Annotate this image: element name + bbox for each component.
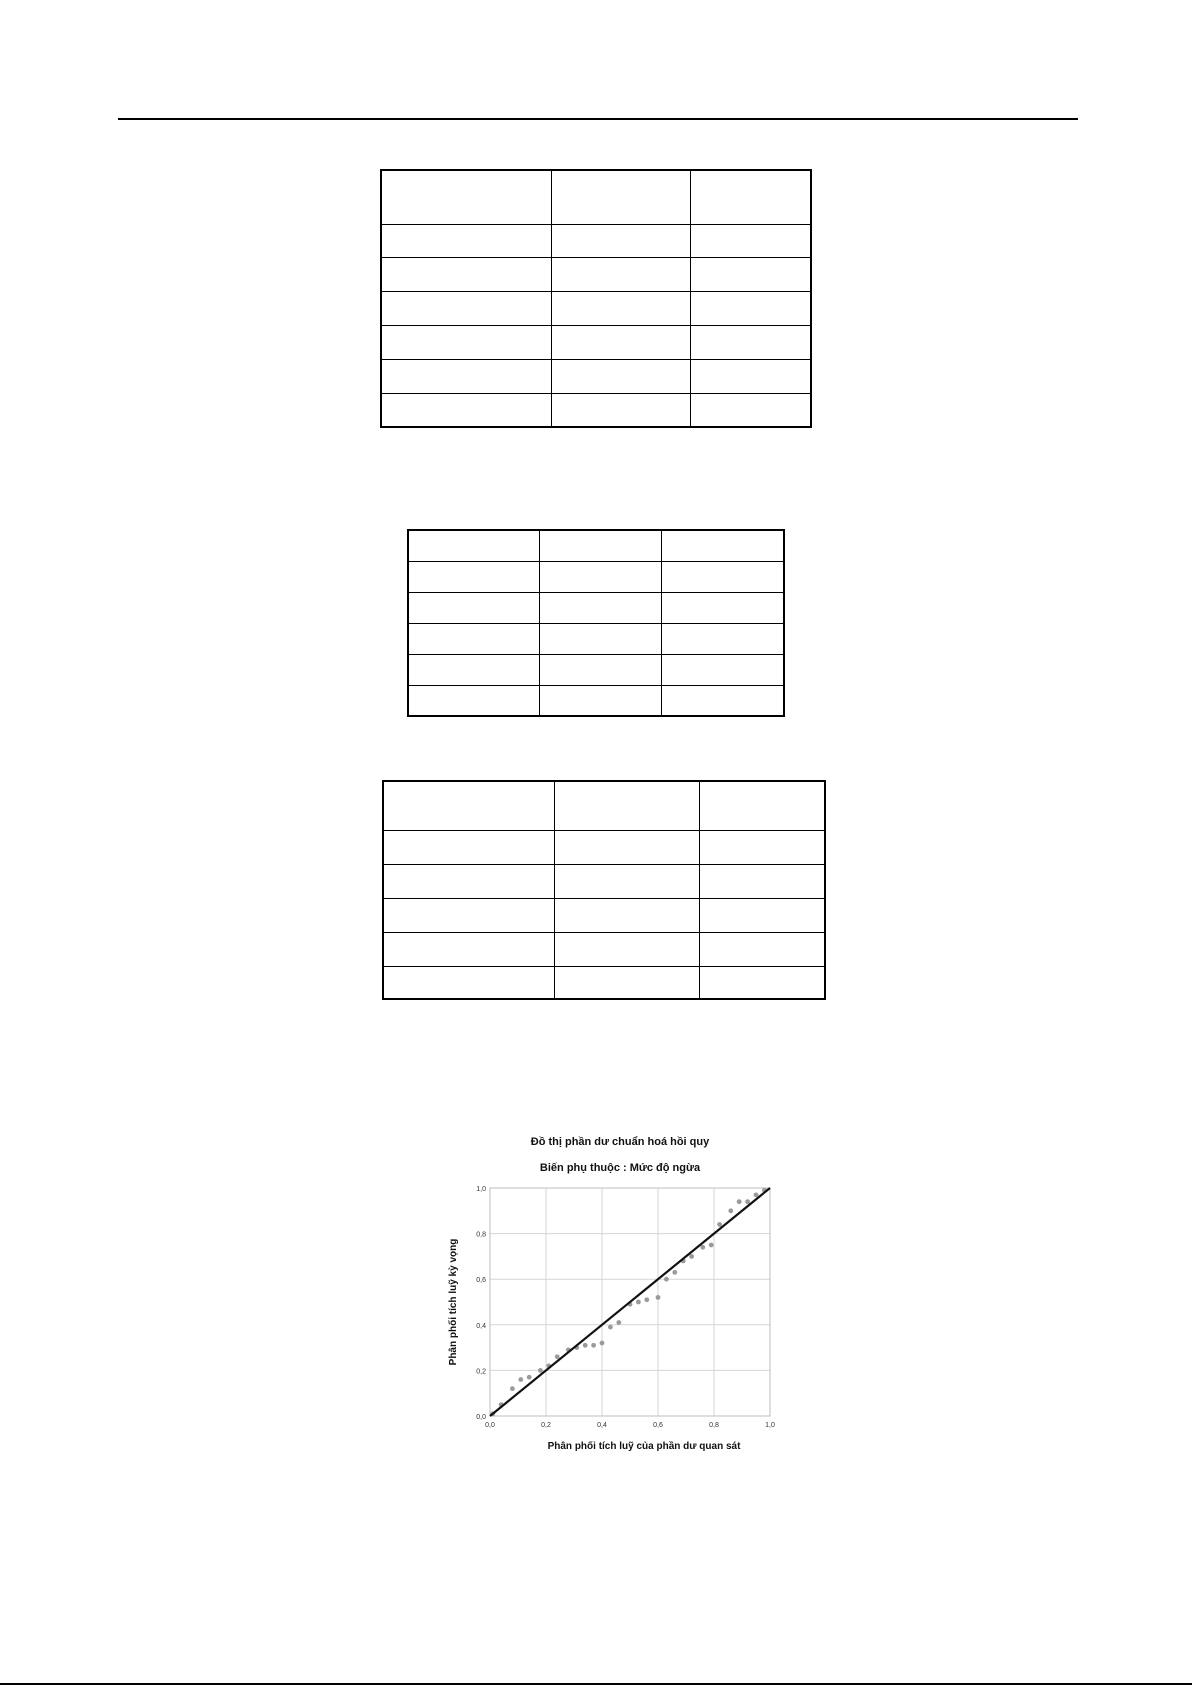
x-tick-label: 0,6 (653, 1422, 663, 1429)
data-point (737, 1199, 742, 1204)
table-cell (661, 530, 784, 561)
table-cell (661, 654, 784, 685)
data-point (644, 1297, 649, 1302)
data-point (700, 1245, 705, 1250)
data-point (600, 1341, 605, 1346)
data-point (754, 1192, 759, 1197)
table-cell (539, 530, 661, 561)
table-cell (690, 325, 811, 359)
table-cell (381, 257, 551, 291)
table-cell (383, 781, 554, 830)
y-tick-label: 0,6 (476, 1277, 486, 1285)
y-tick-label: 0,2 (476, 1368, 486, 1376)
data-point (518, 1377, 523, 1382)
table-cell (381, 170, 551, 224)
chart-subtitle: Biến phụ thuộc : Mức độ ngừa (539, 1162, 701, 1174)
table-cell (539, 592, 661, 623)
table-cell (699, 932, 825, 966)
table-cell (551, 359, 690, 393)
table-cell (383, 966, 554, 999)
data-point (709, 1243, 714, 1248)
data-point (672, 1270, 677, 1275)
data-point (745, 1199, 750, 1204)
table-cell (381, 393, 551, 427)
table-cell (383, 932, 554, 966)
table-row (408, 623, 784, 654)
table-cell (381, 359, 551, 393)
data-point (538, 1368, 543, 1373)
table-cell (699, 864, 825, 898)
table-cell (551, 393, 690, 427)
table-cell (408, 561, 539, 592)
table-row (381, 393, 811, 427)
table-row (381, 359, 811, 393)
data-table-2 (407, 529, 785, 717)
table-cell (551, 257, 690, 291)
table-cell (383, 898, 554, 932)
data-point (636, 1300, 641, 1305)
table-cell (690, 291, 811, 325)
table-cell (661, 561, 784, 592)
table-cell (381, 291, 551, 325)
table-cell (554, 781, 699, 830)
table-cell (539, 561, 661, 592)
table-cell (408, 685, 539, 716)
table-cell (539, 623, 661, 654)
x-tick-label: 0,0 (485, 1422, 495, 1429)
table-cell (551, 170, 690, 224)
data-point (656, 1295, 661, 1300)
table-row (381, 224, 811, 257)
y-tick-label: 1,0 (476, 1186, 486, 1193)
table-row (381, 170, 811, 224)
table-cell (408, 623, 539, 654)
data-table-1 (380, 169, 812, 428)
table-cell (690, 170, 811, 224)
data-point (527, 1375, 532, 1380)
x-tick-label: 0,4 (597, 1422, 607, 1429)
data-point (728, 1208, 733, 1213)
table-cell (554, 932, 699, 966)
table-row (381, 325, 811, 359)
table-cell (661, 592, 784, 623)
x-tick-label: 0,2 (541, 1422, 551, 1429)
table-cell (690, 257, 811, 291)
data-point (608, 1325, 613, 1330)
table-cell (381, 325, 551, 359)
table-cell (554, 898, 699, 932)
table-row (383, 898, 825, 932)
table-cell (408, 654, 539, 685)
table-row (381, 257, 811, 291)
table-row (408, 654, 784, 685)
table-row (383, 864, 825, 898)
data-point (664, 1277, 669, 1282)
table-row (408, 592, 784, 623)
table-row (408, 530, 784, 561)
table-row (383, 830, 825, 864)
data-point (616, 1320, 621, 1325)
y-axis-label: Phân phối tích luỹ kỳ vọng (448, 1238, 459, 1366)
data-table-3 (382, 780, 826, 1000)
header-rule (118, 118, 1078, 120)
table-cell (551, 291, 690, 325)
table-row (383, 932, 825, 966)
x-axis-label: Phân phối tích luỹ của phần dư quan sát (547, 1441, 741, 1452)
y-tick-label: 0,8 (476, 1231, 486, 1239)
table-cell (699, 781, 825, 830)
y-tick-label: 0,4 (476, 1322, 486, 1330)
chart-title: Đồ thị phần dư chuẩn hoá hồi quy (530, 1136, 710, 1148)
table-cell (408, 530, 539, 561)
table-cell (690, 359, 811, 393)
table-cell (690, 224, 811, 257)
table-cell (539, 685, 661, 716)
x-tick-label: 1,0 (765, 1422, 775, 1429)
table-cell (383, 864, 554, 898)
data-point (555, 1354, 560, 1359)
data-point (510, 1386, 515, 1391)
table-cell (408, 592, 539, 623)
reference-line (490, 1188, 770, 1416)
table-row (408, 685, 784, 716)
regression-pp-plot (440, 1125, 800, 1455)
table-cell (554, 864, 699, 898)
table-row (381, 291, 811, 325)
table-row (383, 966, 825, 999)
table-cell (699, 830, 825, 864)
table-cell (690, 393, 811, 427)
data-point (689, 1254, 694, 1259)
table-cell (699, 966, 825, 999)
table-cell (551, 325, 690, 359)
table-cell (661, 623, 784, 654)
y-tick-label: 0,0 (476, 1414, 486, 1421)
table-cell (661, 685, 784, 716)
table-row (408, 561, 784, 592)
chart-svg (440, 1125, 800, 1455)
table-cell (383, 830, 554, 864)
data-point (583, 1343, 588, 1348)
data-point (591, 1343, 596, 1348)
table-cell (554, 966, 699, 999)
x-tick-label: 0,8 (709, 1422, 719, 1429)
table-cell (699, 898, 825, 932)
table-cell (554, 830, 699, 864)
table-cell (381, 224, 551, 257)
table-cell (539, 654, 661, 685)
table-row (383, 781, 825, 830)
data-point (717, 1222, 722, 1227)
table-cell (551, 224, 690, 257)
